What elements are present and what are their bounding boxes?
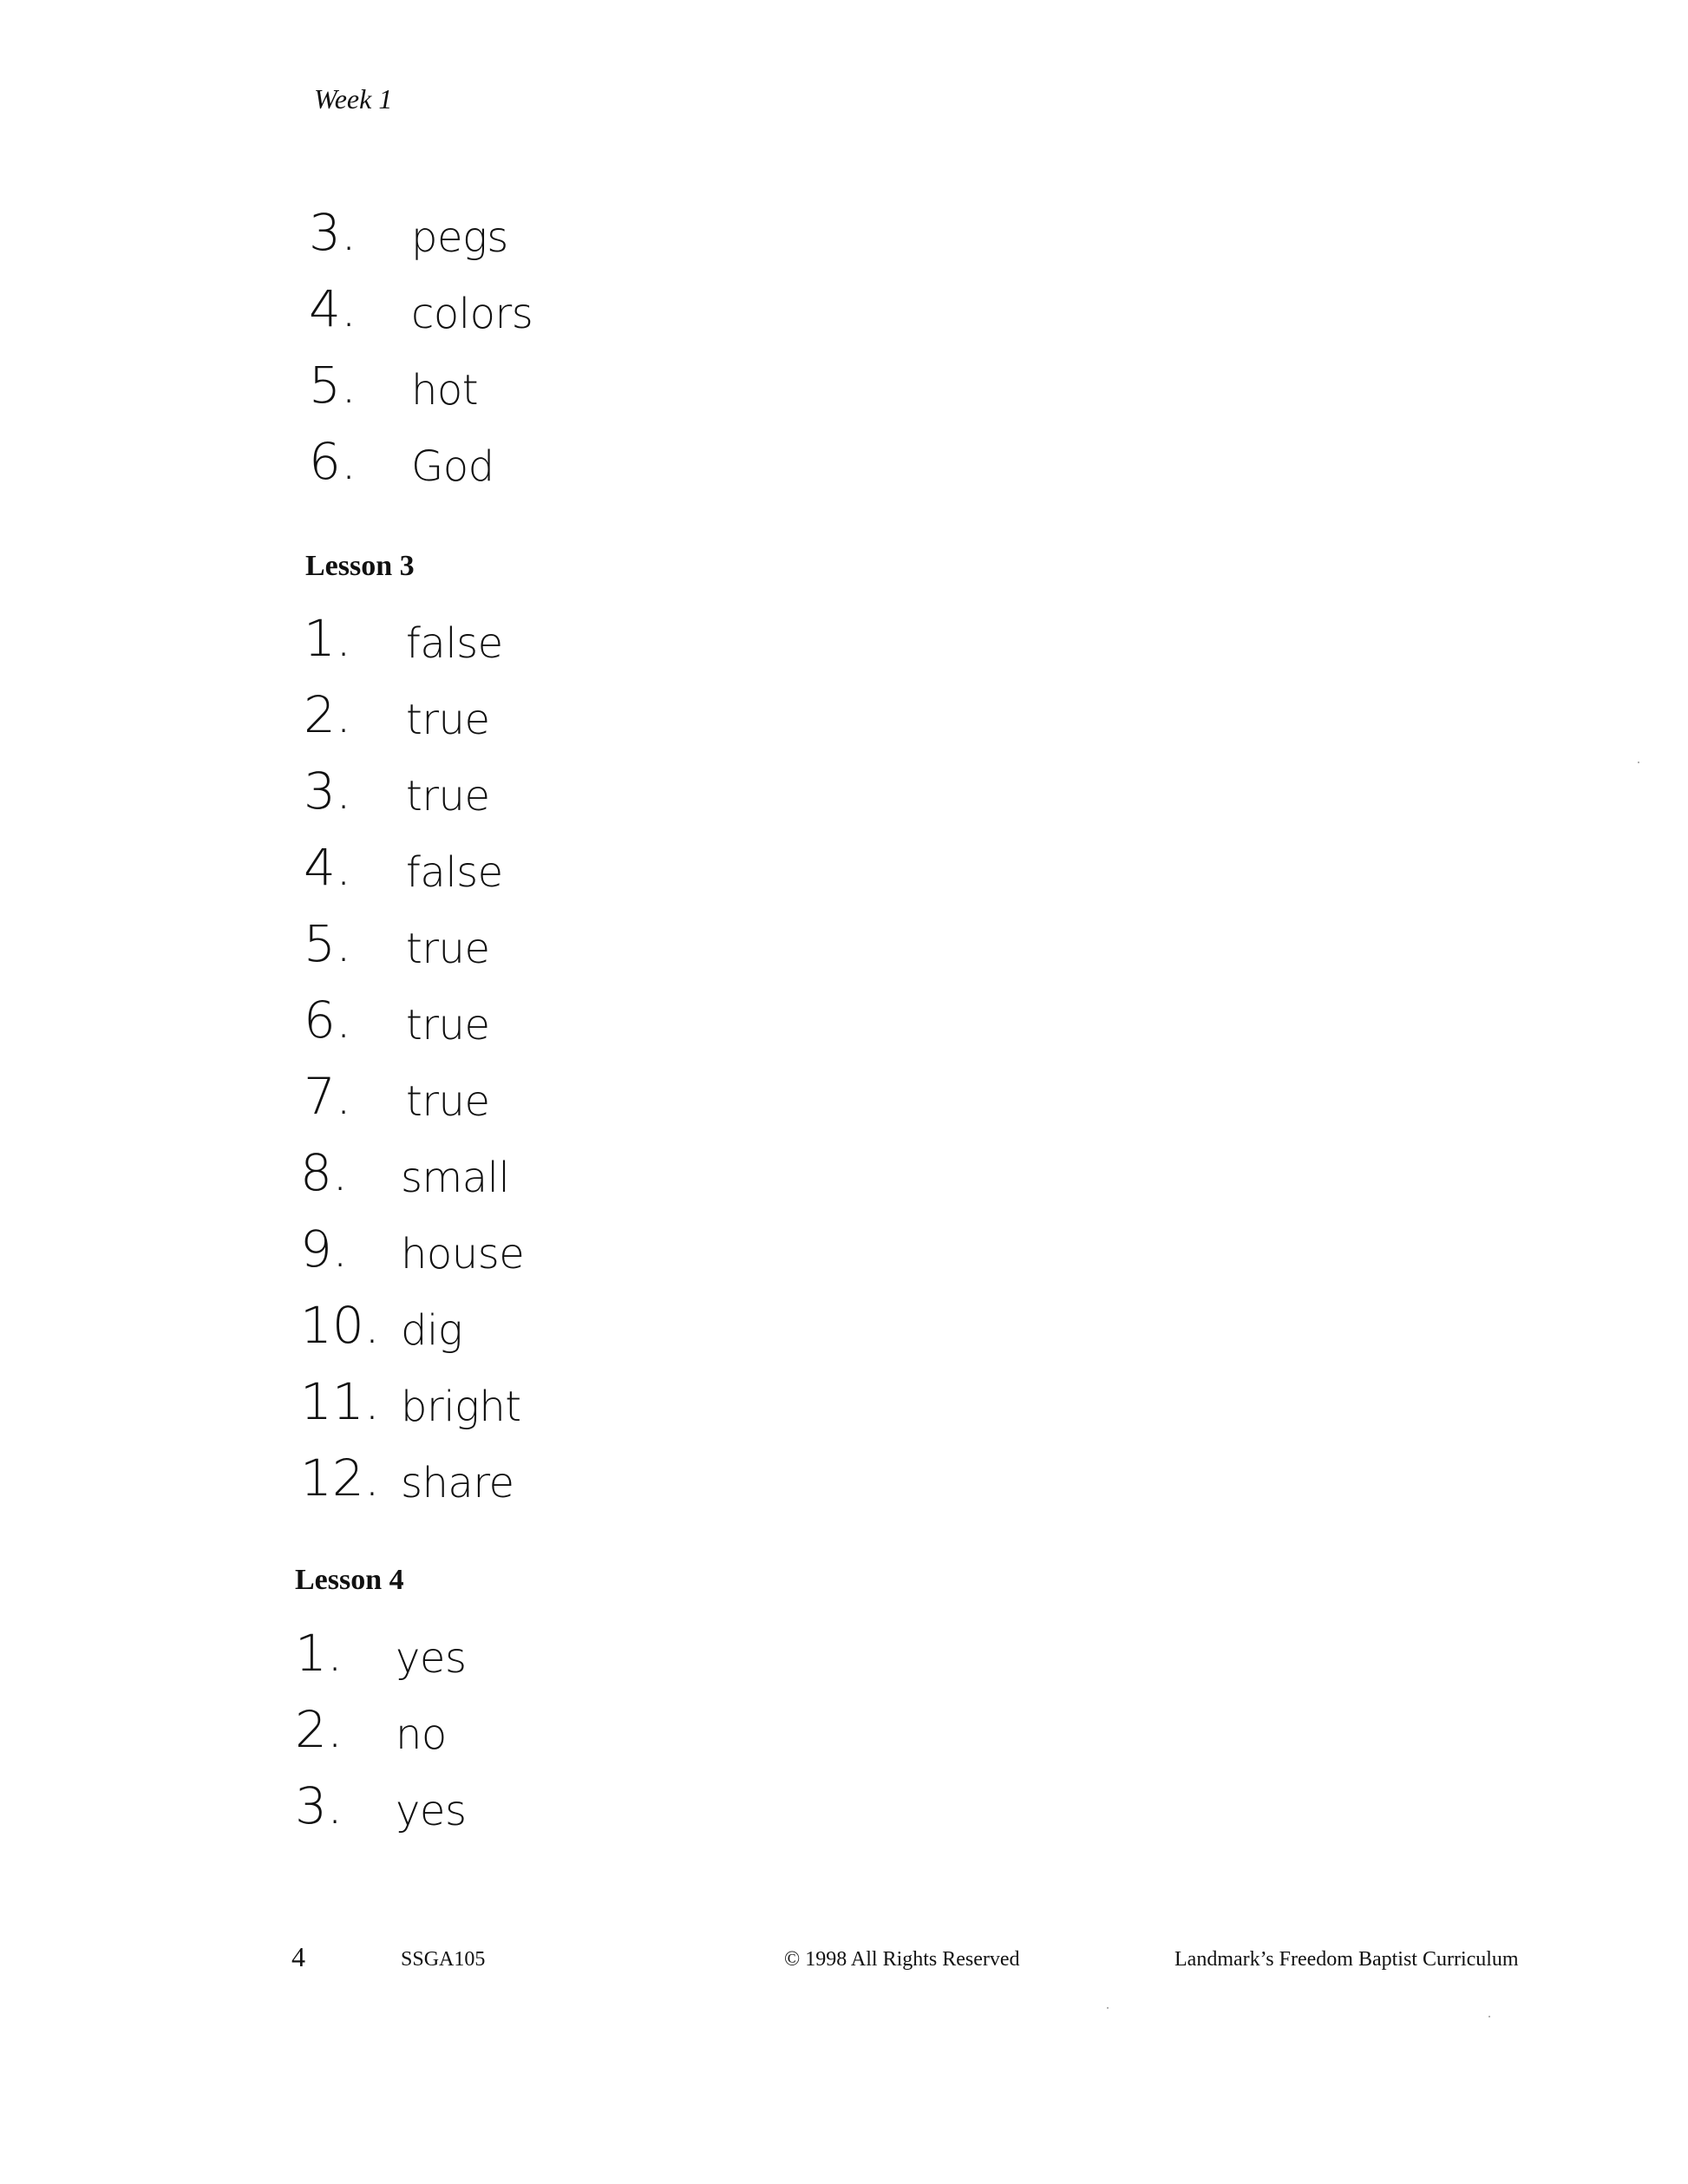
lesson-heading: Lesson 3: [305, 550, 415, 582]
answer-text: true: [406, 772, 490, 821]
answer-text: pegs: [411, 213, 508, 262]
answer-number: 1.: [295, 1624, 343, 1683]
scan-speck: [1107, 2007, 1109, 2009]
answer-text: true: [406, 1001, 490, 1049]
answer-number: 10.: [300, 1296, 381, 1355]
answer-text: colors: [411, 290, 533, 338]
answer-number: 1.: [304, 609, 352, 668]
answer-text: share: [401, 1459, 514, 1507]
answer-number: 6.: [309, 432, 357, 491]
answer-number: 4.: [309, 279, 357, 338]
answer-text: house: [401, 1230, 525, 1278]
answer-number: 9.: [300, 1220, 349, 1278]
answer-number: 2.: [304, 685, 352, 744]
footer-page-number: 4: [291, 1941, 305, 1972]
answer-text: false: [406, 848, 503, 897]
answer-number: 5.: [304, 914, 352, 973]
answer-number: 8.: [300, 1143, 349, 1202]
answer-number: 3.: [304, 762, 352, 821]
answer-text: small: [401, 1154, 510, 1202]
answer-number: 2.: [295, 1700, 343, 1759]
answer-text: bright: [401, 1383, 521, 1431]
answer-text: true: [406, 1077, 490, 1126]
answer-text: false: [406, 619, 503, 668]
answer-number: 5.: [309, 356, 357, 415]
answer-number: 4.: [304, 838, 352, 897]
answer-number: 11.: [300, 1372, 381, 1431]
answer-number: 12.: [300, 1448, 381, 1507]
answer-number: 7.: [304, 1067, 352, 1126]
answer-text: dig: [401, 1306, 463, 1355]
answer-text: yes: [396, 1634, 467, 1683]
answer-number: 3.: [309, 203, 357, 262]
answer-text: yes: [396, 1787, 467, 1835]
week-label: Week 1: [314, 83, 393, 114]
answer-number: 3.: [295, 1776, 343, 1835]
answer-text: no: [396, 1710, 447, 1759]
lesson-heading: Lesson 4: [295, 1564, 404, 1596]
footer-publisher: Landmark’s Freedom Baptist Curriculum: [1174, 1948, 1519, 1971]
answer-text: true: [406, 696, 490, 744]
answer-text: God: [411, 442, 494, 491]
scan-speck: [1638, 762, 1639, 763]
footer-copyright: © 1998 All Rights Reserved: [784, 1948, 1020, 1971]
answer-text: true: [406, 925, 490, 973]
answer-text: hot: [411, 366, 479, 415]
scan-speck: [1488, 2016, 1490, 2017]
footer-code: SSGA105: [401, 1948, 486, 1971]
answer-number: 6.: [304, 991, 352, 1049]
